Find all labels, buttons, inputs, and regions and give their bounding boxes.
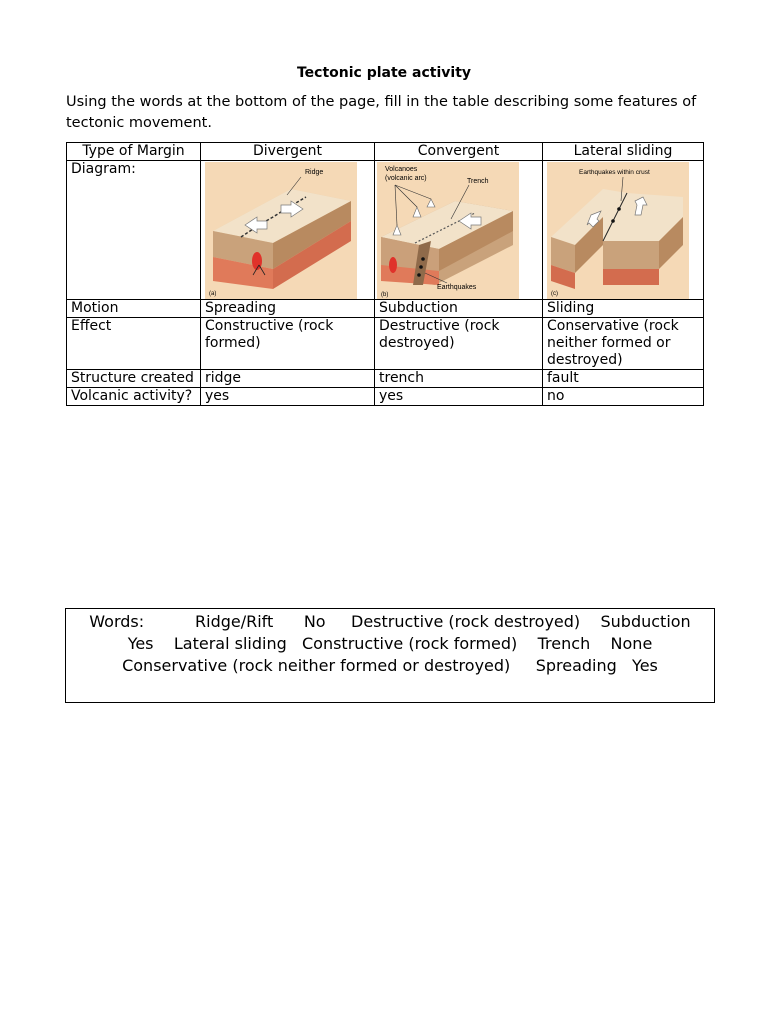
table-row [67, 370, 704, 388]
cell-convergent-structure: trench [375, 370, 543, 388]
table-header-row [67, 143, 704, 161]
lateral-sliding-diagram [543, 161, 703, 299]
earthquakes-label: Earthquakes [437, 284, 477, 291]
diagram-label: Diagram: [67, 161, 201, 300]
row-label-structure: Structure created [67, 370, 201, 388]
convergent-diagram-image [375, 161, 543, 299]
volcanoes-label: Volcanoes [385, 166, 418, 173]
lateral-sliding-diagram-image [543, 161, 704, 299]
row-label-effect: Effect [67, 318, 201, 370]
trench-label: Trench [467, 178, 489, 185]
header-lateral-sliding: Lateral sliding [543, 143, 704, 161]
divergent-diagram-image [201, 161, 375, 299]
row-label-volcanic: Volcanic activity? [67, 388, 201, 406]
cell-divergent-effect: Constructive (rock formed) [201, 318, 375, 370]
header-divergent: Divergent [201, 143, 375, 161]
diagram-row [67, 161, 704, 300]
cell-convergent-volcanic: yes [375, 388, 543, 406]
header-convergent: Convergent [375, 143, 543, 161]
caption-a: (a) [209, 291, 217, 297]
word-bank-line: Yes Lateral sliding Constructive (rock formed) Trench None [127, 634, 653, 653]
table-row [67, 300, 704, 318]
table-row [67, 388, 704, 406]
cell-convergent-effect: Destructive (rock destroyed) [375, 318, 543, 370]
earthquakes-within-crust-label: Earthquakes within crust [579, 169, 650, 176]
cell-divergent-motion: Spreading [201, 300, 375, 318]
word-bank-line: Conservative (rock neither formed or destroyed) Spreading Yes [122, 656, 658, 675]
header-type-of-margin: Type of Margin [67, 143, 201, 161]
table-row [67, 318, 704, 370]
cell-lateral-effect: Conservative (rock neither formed or destroyed) [543, 318, 704, 370]
caption-c: (c) [551, 291, 558, 297]
page-title: Tectonic plate activity [296, 65, 472, 81]
cell-convergent-motion: Subduction [375, 300, 543, 318]
cell-lateral-structure: fault [543, 370, 704, 388]
cell-divergent-volcanic: yes [201, 388, 375, 406]
cell-lateral-volcanic: no [543, 388, 704, 406]
caption-b: (b) [381, 292, 389, 298]
word-bank-line: Words: Ridge/Rift No Destructive (rock destroyed) Subduction [89, 612, 691, 631]
volcanic-arc-label: (volcanic arc) [385, 175, 427, 182]
convergent-diagram [375, 161, 542, 299]
margins-table [66, 142, 704, 406]
cell-lateral-motion: Sliding [543, 300, 704, 318]
row-label-motion: Motion [67, 300, 201, 318]
cell-divergent-structure: ridge [201, 370, 375, 388]
ridge-label: Ridge [305, 169, 324, 176]
word-bank-box [65, 608, 715, 703]
instructions-text: Using the words at the bottom of the page, fill in the table describing some features of tectonic movement. [66, 94, 697, 131]
divergent-diagram [201, 161, 374, 299]
